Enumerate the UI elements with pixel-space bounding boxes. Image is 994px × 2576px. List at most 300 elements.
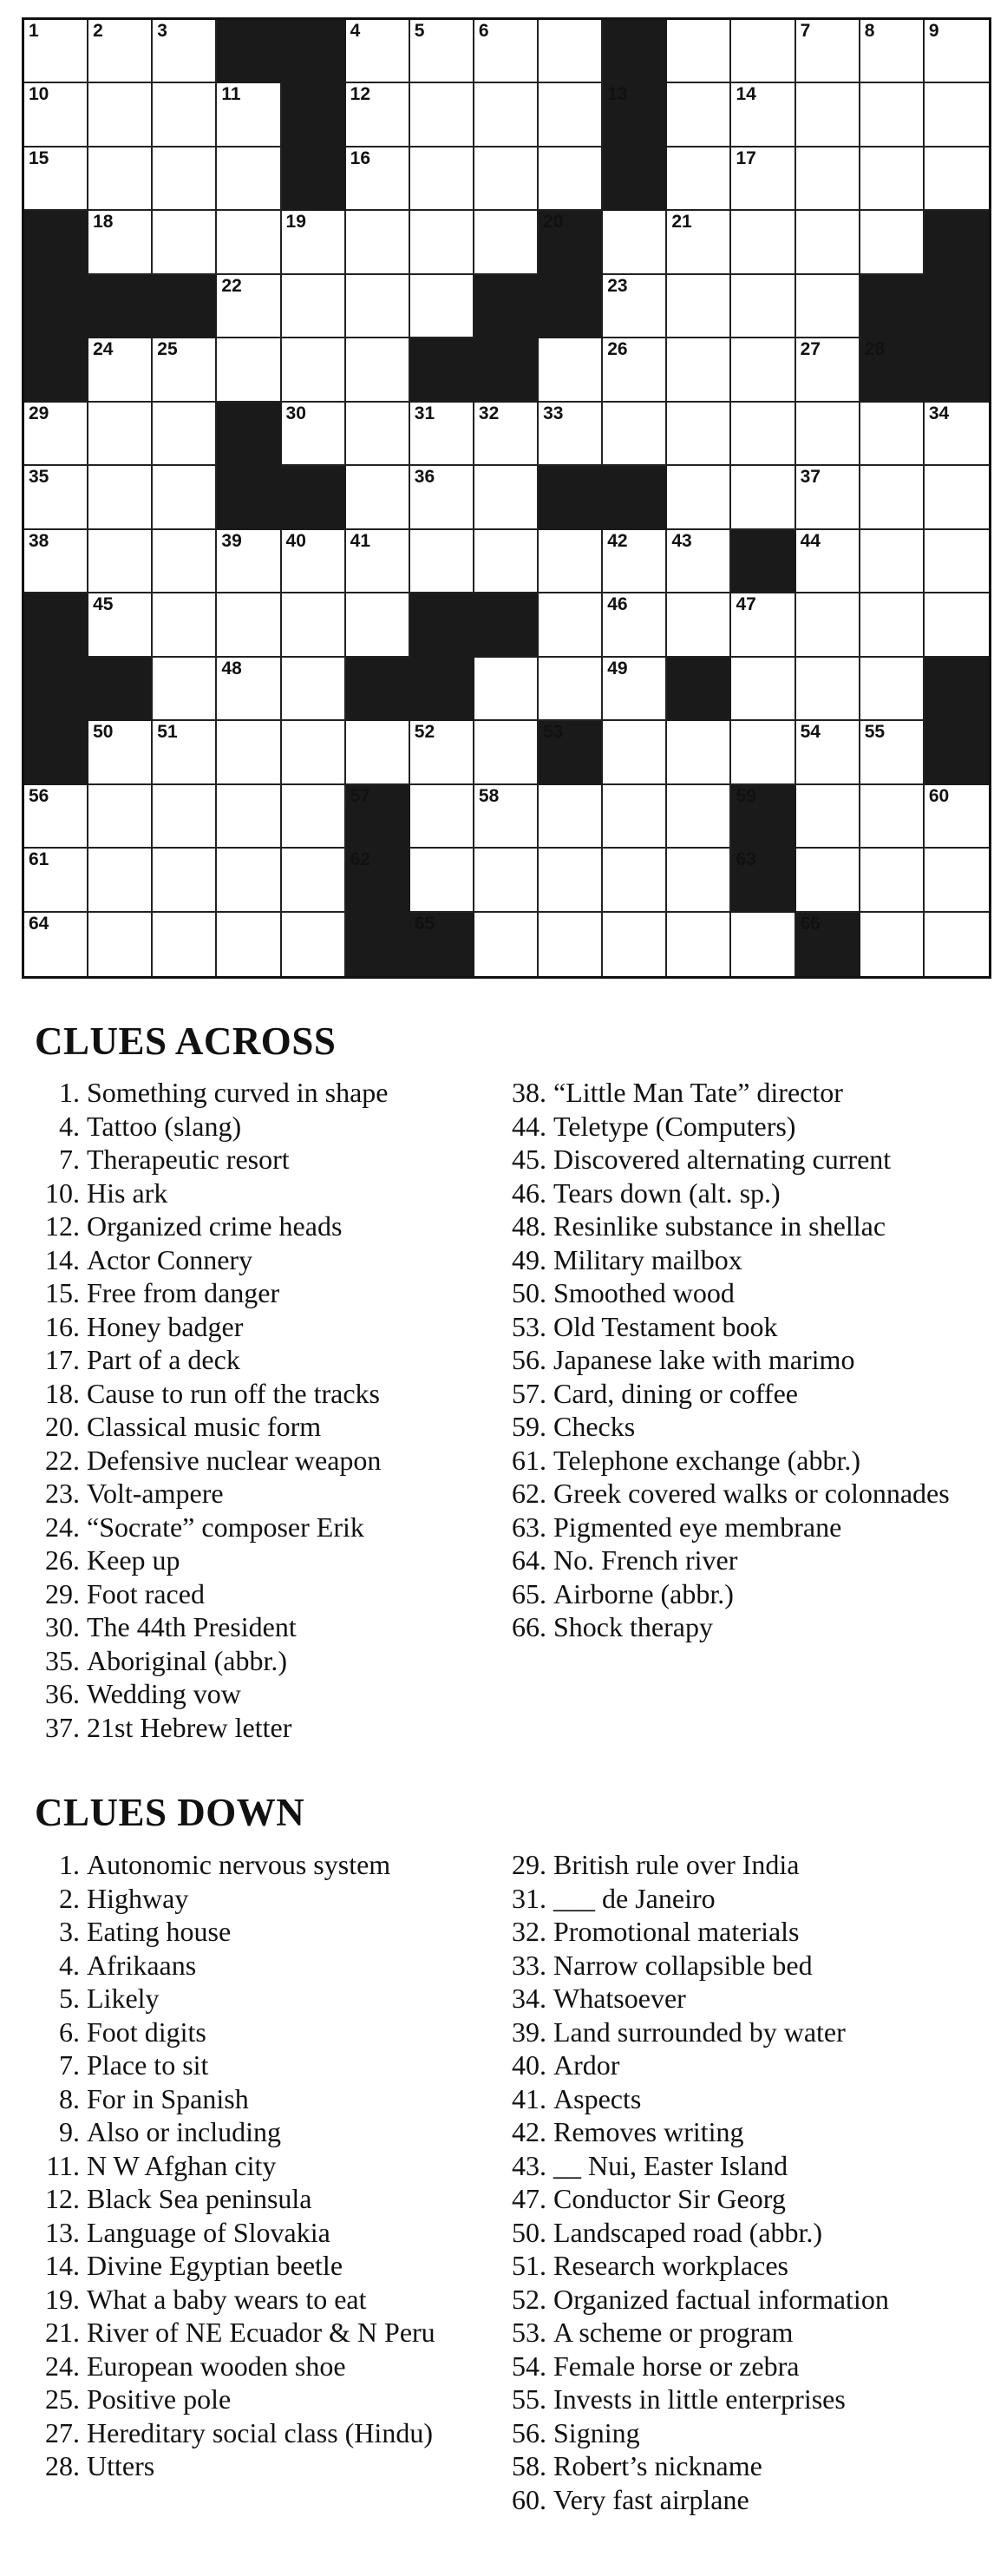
letter-cell[interactable]	[667, 147, 731, 211]
letter-cell[interactable]	[539, 83, 603, 147]
clue-number: 14	[736, 84, 756, 105]
clue-item-number: 15.	[45, 1277, 80, 1308]
clue-number: 3	[157, 21, 167, 41]
letter-cell[interactable]	[731, 147, 795, 211]
clue-item-text: Whatsoever	[553, 1983, 686, 2014]
clue-item-text: Also or including	[87, 2116, 281, 2147]
letter-cell[interactable]	[796, 20, 860, 83]
clue-item	[35, 1982, 468, 2016]
letter-cell[interactable]	[539, 658, 603, 721]
clue-item	[35, 2082, 468, 2116]
clue-item	[501, 1076, 980, 1110]
clue-item-number: 33.	[512, 1949, 546, 1981]
letter-cell[interactable]	[796, 466, 860, 529]
letter-cell[interactable]	[667, 593, 731, 657]
letter-cell[interactable]	[346, 466, 410, 529]
letter-cell[interactable]	[539, 913, 603, 976]
letter-cell[interactable]	[282, 593, 346, 657]
clue-item-text: Eating house	[87, 1916, 232, 1947]
letter-cell[interactable]	[346, 403, 410, 466]
clue-item-number: 27.	[45, 2416, 80, 2448]
letter-cell[interactable]	[217, 593, 281, 657]
letter-cell[interactable]	[796, 658, 860, 721]
clue-item-text: Japanese lake with marimo	[553, 1344, 855, 1375]
letter-cell[interactable]	[860, 913, 925, 976]
clue-item-number: 51.	[512, 2250, 546, 2281]
clue-number: 44	[800, 530, 821, 551]
letter-cell[interactable]	[24, 83, 88, 147]
letter-cell[interactable]	[24, 785, 88, 849]
letter-cell[interactable]	[217, 147, 281, 211]
letter-cell[interactable]	[667, 849, 731, 912]
clue-item-text: Volt-ampere	[87, 1478, 224, 1509]
letter-cell[interactable]	[796, 849, 860, 912]
letter-cell[interactable]	[796, 147, 860, 211]
clue-item-text: Airborne (abbr.)	[553, 1577, 734, 1609]
letter-cell[interactable]	[860, 593, 925, 657]
clue-item-text: Old Testament book	[553, 1310, 778, 1342]
clue-item-text: Likely	[87, 1983, 160, 2014]
block-cell	[24, 593, 88, 657]
block-cell	[860, 275, 925, 338]
letter-cell[interactable]	[282, 721, 346, 784]
clue-number: 27	[800, 339, 821, 360]
clue-item-text: Organized crime heads	[87, 1210, 343, 1242]
letter-cell[interactable]	[539, 785, 603, 849]
letter-cell[interactable]	[796, 338, 860, 402]
clue-item	[35, 1310, 468, 1344]
letter-cell[interactable]	[539, 530, 603, 593]
clue-item-text: Place to sit	[87, 2049, 209, 2081]
clue-number: 34	[928, 403, 950, 423]
letter-cell[interactable]	[796, 211, 860, 274]
clue-item	[501, 1444, 980, 1478]
clue-item-text: River of NE Ecuador & N Peru	[87, 2317, 435, 2348]
letter-cell[interactable]	[88, 20, 153, 83]
letter-cell[interactable]	[667, 20, 731, 83]
letter-cell[interactable]	[925, 785, 989, 849]
clue-item-text: Honey badger	[87, 1310, 244, 1342]
clue-number: 1	[29, 21, 39, 41]
letter-cell[interactable]	[925, 913, 989, 976]
letter-cell[interactable]	[217, 83, 281, 147]
clue-item-number: 35.	[45, 1644, 80, 1676]
letter-cell[interactable]	[346, 530, 410, 593]
letter-cell[interactable]	[153, 211, 217, 274]
letter-cell[interactable]	[796, 785, 860, 849]
letter-cell[interactable]	[24, 913, 88, 976]
clue-item	[501, 2350, 980, 2383]
clue-number: 36	[414, 467, 435, 488]
clue-number: 29	[29, 403, 49, 423]
letter-cell[interactable]	[539, 338, 603, 402]
clue-item-number: 4.	[59, 1949, 80, 1981]
letter-cell[interactable]	[603, 913, 667, 976]
letter-cell[interactable]	[153, 593, 217, 657]
clue-item	[35, 1511, 468, 1544]
letter-cell[interactable]	[474, 785, 539, 849]
letter-cell[interactable]	[731, 721, 795, 784]
letter-cell[interactable]	[860, 849, 925, 912]
letter-cell[interactable]	[88, 721, 153, 784]
letter-cell[interactable]	[346, 20, 410, 83]
letter-cell[interactable]	[731, 211, 795, 274]
clue-item	[501, 1243, 980, 1277]
clue-item-number: 53.	[512, 2317, 546, 2348]
letter-cell[interactable]	[88, 403, 153, 466]
letter-cell[interactable]	[796, 83, 860, 147]
letter-cell[interactable]	[860, 20, 925, 83]
letter-cell[interactable]	[217, 849, 281, 912]
block-cell	[474, 275, 539, 338]
letter-cell[interactable]	[217, 721, 281, 784]
letter-cell[interactable]	[346, 83, 410, 147]
letter-cell[interactable]	[217, 275, 281, 338]
letter-cell[interactable]	[346, 338, 410, 402]
block-cell	[410, 913, 474, 976]
letter-cell[interactable]	[153, 721, 217, 784]
clue-number: 58	[478, 785, 500, 806]
letter-cell[interactable]	[474, 403, 539, 466]
letter-cell[interactable]	[731, 466, 795, 529]
letter-cell[interactable]	[796, 721, 860, 784]
letter-cell[interactable]	[88, 849, 153, 912]
letter-cell[interactable]	[410, 466, 474, 529]
letter-cell[interactable]	[217, 913, 281, 976]
clue-item-text: Female horse or zebra	[553, 2350, 800, 2382]
clue-item	[501, 1276, 980, 1310]
clue-item-text: Hereditary social class (Hindu)	[87, 2416, 433, 2448]
clue-item-number: 32.	[512, 1916, 546, 1947]
letter-cell[interactable]	[282, 338, 346, 402]
letter-cell[interactable]	[796, 530, 860, 593]
letter-cell[interactable]	[88, 83, 153, 147]
letter-cell[interactable]	[474, 913, 539, 976]
block-cell	[282, 147, 346, 211]
letter-cell[interactable]	[474, 83, 539, 147]
letter-cell[interactable]	[603, 530, 667, 593]
letter-cell[interactable]	[731, 83, 795, 147]
letter-cell[interactable]	[667, 913, 731, 976]
clue-item-number: 16.	[45, 1310, 80, 1342]
letter-cell[interactable]	[925, 147, 989, 211]
clue-item-number: 14.	[45, 1243, 80, 1275]
letter-cell[interactable]	[153, 785, 217, 849]
letter-cell[interactable]	[474, 530, 539, 593]
letter-cell[interactable]	[539, 403, 603, 466]
clue-item	[35, 1143, 468, 1177]
letter-cell[interactable]	[24, 403, 88, 466]
letter-cell[interactable]	[474, 211, 539, 274]
across-clues-column-2	[501, 1076, 980, 1644]
letter-cell[interactable]	[539, 593, 603, 657]
letter-cell[interactable]	[88, 530, 153, 593]
clue-item-number: 24.	[45, 1511, 80, 1543]
letter-cell[interactable]	[410, 83, 474, 147]
letter-cell[interactable]	[860, 721, 925, 784]
letter-cell[interactable]	[346, 593, 410, 657]
letter-cell[interactable]	[667, 785, 731, 849]
clue-item	[35, 1377, 468, 1411]
letter-cell[interactable]	[603, 721, 667, 784]
block-cell	[603, 466, 667, 529]
letter-cell[interactable]	[603, 211, 667, 274]
letter-cell[interactable]	[410, 785, 474, 849]
letter-cell[interactable]	[88, 338, 153, 402]
letter-cell[interactable]	[474, 147, 539, 211]
letter-cell[interactable]	[731, 20, 795, 83]
letter-cell[interactable]	[603, 403, 667, 466]
clue-item-number: 56.	[512, 1344, 546, 1375]
letter-cell[interactable]	[603, 849, 667, 912]
letter-cell[interactable]	[796, 275, 860, 338]
letter-cell[interactable]	[410, 211, 474, 274]
clue-item-number: 18.	[45, 1377, 80, 1409]
clue-item-number: 8.	[59, 2082, 80, 2114]
letter-cell[interactable]	[925, 403, 989, 466]
letter-cell[interactable]	[860, 530, 925, 593]
clue-item-number: 5.	[59, 1983, 80, 2014]
block-cell	[603, 83, 667, 147]
clue-item-text: Greek covered walks or colonnades	[553, 1478, 950, 1509]
clue-item-text: Language of Slovakia	[87, 2216, 330, 2248]
clue-item-number: 24.	[45, 2350, 80, 2382]
letter-cell[interactable]	[153, 147, 217, 211]
letter-cell[interactable]	[474, 466, 539, 529]
clue-item-text: Land surrounded by water	[553, 2016, 846, 2048]
letter-cell[interactable]	[282, 785, 346, 849]
clue-number: 54	[800, 722, 821, 743]
block-cell	[24, 275, 88, 338]
letter-cell[interactable]	[282, 530, 346, 593]
letter-cell[interactable]	[667, 530, 731, 593]
clue-item-number: 58.	[512, 2450, 546, 2481]
letter-cell[interactable]	[474, 658, 539, 721]
clue-item-number: 48.	[512, 1210, 546, 1242]
letter-cell[interactable]	[667, 466, 731, 529]
clue-item	[501, 2048, 980, 2082]
letter-cell[interactable]	[24, 530, 88, 593]
block-cell	[24, 338, 88, 402]
letter-cell[interactable]	[603, 593, 667, 657]
clue-item	[501, 1477, 980, 1511]
clue-number: 2	[93, 21, 103, 41]
letter-cell[interactable]	[925, 530, 989, 593]
letter-cell[interactable]	[282, 658, 346, 721]
letter-cell[interactable]	[217, 530, 281, 593]
letter-cell[interactable]	[410, 721, 474, 784]
block-cell	[731, 849, 795, 912]
clue-item-text: Organized factual information	[553, 2283, 889, 2315]
letter-cell[interactable]	[282, 211, 346, 274]
letter-cell[interactable]	[24, 466, 88, 529]
letter-cell[interactable]	[474, 721, 539, 784]
letter-cell[interactable]	[410, 530, 474, 593]
clue-item-number: 57.	[512, 1377, 546, 1409]
clue-item-text: Very fast airplane	[553, 2483, 749, 2515]
clue-item-text: Shock therapy	[553, 1611, 713, 1642]
letter-cell[interactable]	[282, 403, 346, 466]
letter-cell[interactable]	[153, 658, 217, 721]
block-cell	[474, 593, 539, 657]
letter-cell[interactable]	[410, 849, 474, 912]
clue-item-number: 4.	[59, 1110, 80, 1142]
letter-cell[interactable]	[860, 147, 925, 211]
block-cell	[925, 721, 989, 784]
letter-cell[interactable]	[667, 275, 731, 338]
letter-cell[interactable]	[667, 83, 731, 147]
block-cell	[282, 466, 346, 529]
letter-cell[interactable]	[731, 658, 795, 721]
letter-cell[interactable]	[153, 849, 217, 912]
clue-item-text: Positive pole	[87, 2383, 232, 2415]
letter-cell[interactable]	[88, 466, 153, 529]
letter-cell[interactable]	[731, 275, 795, 338]
letter-cell[interactable]	[153, 403, 217, 466]
clue-item	[501, 2483, 980, 2517]
letter-cell[interactable]	[346, 721, 410, 784]
clue-item-text: Classical music form	[87, 1411, 322, 1442]
clue-item	[501, 1410, 980, 1444]
clue-item-text: Actor Connery	[87, 1243, 253, 1275]
clue-item	[35, 2216, 468, 2250]
clue-number: 41	[350, 530, 371, 551]
letter-cell[interactable]	[860, 83, 925, 147]
clue-number: 49	[607, 658, 628, 678]
clue-item	[501, 2149, 980, 2183]
clue-item-number: 7.	[59, 2049, 80, 2081]
clue-item-number: 45.	[512, 1144, 546, 1175]
clue-number: 33	[543, 403, 564, 423]
letter-cell[interactable]	[346, 211, 410, 274]
letter-cell[interactable]	[153, 466, 217, 529]
letter-cell[interactable]	[731, 913, 795, 976]
clue-item-text: Afrikaans	[87, 1949, 197, 1981]
letter-cell[interactable]	[539, 20, 603, 83]
letter-cell[interactable]	[731, 338, 795, 402]
letter-cell[interactable]	[925, 849, 989, 912]
letter-cell[interactable]	[860, 403, 925, 466]
letter-cell[interactable]	[667, 721, 731, 784]
clue-item	[35, 1110, 468, 1144]
letter-cell[interactable]	[539, 147, 603, 211]
letter-cell[interactable]	[667, 338, 731, 402]
letter-cell[interactable]	[860, 211, 925, 274]
block-cell	[539, 211, 603, 274]
clue-item-text: ___ de Janeiro	[553, 1882, 716, 1914]
letter-cell[interactable]	[667, 403, 731, 466]
letter-cell[interactable]	[603, 658, 667, 721]
letter-cell[interactable]	[603, 275, 667, 338]
letter-cell[interactable]	[731, 593, 795, 657]
letter-cell[interactable]	[153, 83, 217, 147]
clue-item-number: 10.	[45, 1177, 80, 1209]
letter-cell[interactable]	[410, 20, 474, 83]
letter-cell[interactable]	[667, 211, 731, 274]
letter-cell[interactable]	[282, 275, 346, 338]
clue-number: 17	[736, 147, 756, 168]
letter-cell[interactable]	[346, 147, 410, 211]
letter-cell[interactable]	[24, 849, 88, 912]
letter-cell[interactable]	[796, 593, 860, 657]
letter-cell[interactable]	[153, 338, 217, 402]
letter-cell[interactable]	[88, 211, 153, 274]
letter-cell[interactable]	[217, 211, 281, 274]
letter-cell[interactable]	[24, 147, 88, 211]
clue-item-text: Promotional materials	[553, 1916, 800, 1947]
clue-number: 37	[800, 467, 821, 488]
clue-item-number: 50.	[512, 1277, 546, 1308]
letter-cell[interactable]	[88, 913, 153, 976]
letter-cell[interactable]	[731, 403, 795, 466]
block-cell	[603, 20, 667, 83]
letter-cell[interactable]	[796, 403, 860, 466]
letter-cell[interactable]	[410, 403, 474, 466]
clue-number: 19	[285, 212, 306, 233]
letter-cell[interactable]	[217, 338, 281, 402]
letter-cell[interactable]	[153, 20, 217, 83]
clue-item-text: Conductor Sir Georg	[553, 2183, 786, 2214]
block-cell	[217, 20, 281, 83]
letter-cell[interactable]	[282, 849, 346, 912]
letter-cell[interactable]	[925, 83, 989, 147]
clue-number: 59	[736, 785, 756, 806]
block-cell	[925, 275, 989, 338]
clue-item-number: 46.	[512, 1177, 546, 1209]
clue-item-text: Narrow collapsible bed	[553, 1949, 813, 1981]
clue-item-number: 20.	[45, 1411, 80, 1442]
letter-cell[interactable]	[410, 275, 474, 338]
letter-cell[interactable]	[925, 593, 989, 657]
clue-number: 47	[736, 594, 756, 615]
letter-cell[interactable]	[860, 785, 925, 849]
letter-cell[interactable]	[603, 338, 667, 402]
letter-cell[interactable]	[474, 849, 539, 912]
clue-number: 60	[928, 785, 950, 806]
letter-cell[interactable]	[88, 593, 153, 657]
clue-item-text: A scheme or program	[553, 2317, 794, 2348]
clue-number: 28	[864, 339, 886, 360]
clue-item-text: Removes writing	[553, 2116, 744, 2147]
letter-cell[interactable]	[474, 20, 539, 83]
letter-cell[interactable]	[860, 466, 925, 529]
letter-cell[interactable]	[282, 913, 346, 976]
clue-item-number: 2.	[59, 1882, 80, 1914]
clue-item	[501, 2383, 980, 2416]
letter-cell[interactable]	[346, 275, 410, 338]
letter-cell[interactable]	[153, 530, 217, 593]
letter-cell[interactable]	[153, 913, 217, 976]
letter-cell[interactable]	[24, 20, 88, 83]
clue-item	[35, 2115, 468, 2149]
letter-cell[interactable]	[88, 147, 153, 211]
block-cell	[731, 530, 795, 593]
letter-cell[interactable]	[217, 658, 281, 721]
letter-cell[interactable]	[88, 785, 153, 849]
clue-item-text: Discovered alternating current	[553, 1144, 892, 1175]
letter-cell[interactable]	[217, 785, 281, 849]
letter-cell[interactable]	[603, 785, 667, 849]
letter-cell[interactable]	[410, 147, 474, 211]
clue-number: 6	[478, 21, 489, 41]
clue-item-text: Wedding vow	[87, 1678, 241, 1709]
letter-cell[interactable]	[925, 20, 989, 83]
letter-cell[interactable]	[860, 658, 925, 721]
letter-cell[interactable]	[539, 849, 603, 912]
letter-cell[interactable]	[925, 466, 989, 529]
clue-item	[501, 1610, 980, 1644]
clue-item-number: 49.	[512, 1243, 546, 1275]
